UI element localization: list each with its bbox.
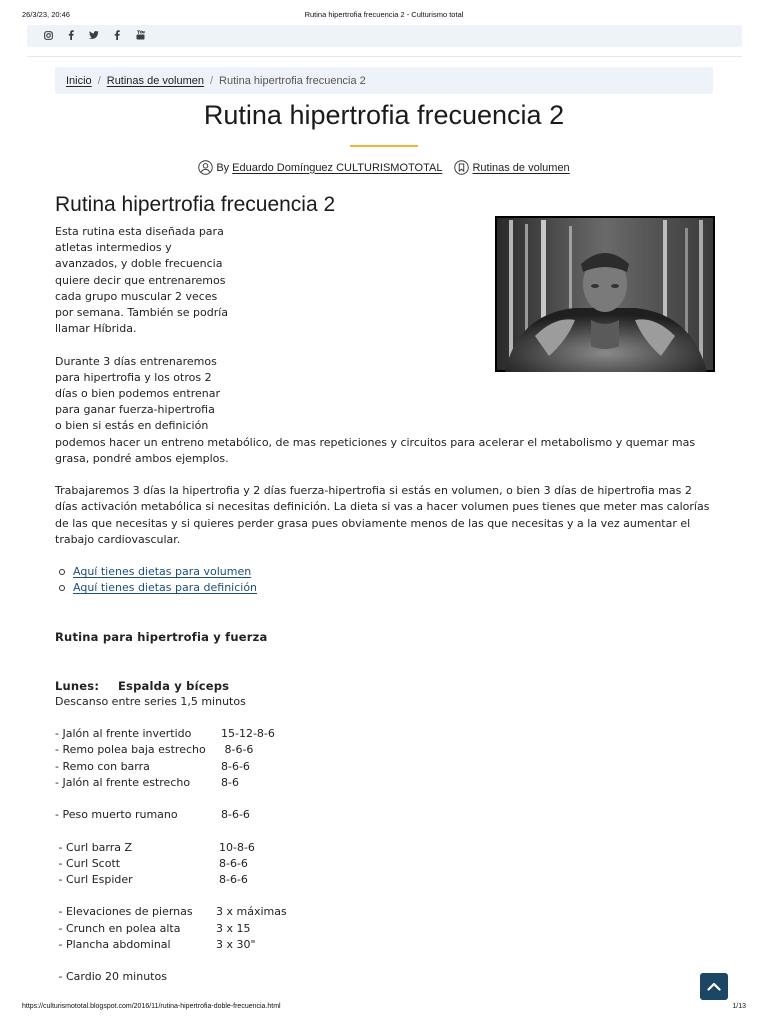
plan-paragraph: Durante 3 días entrenaremos para hipertrofia y los otros 2 días o bien podemos entrenar para ganar fuerza-hipertrofia o bien si estás en definición podemos hacer un entreno metabólico, de mas repeticiones y circuitos para acelerar el metabolismo y quemar mas grasa, pondré ambos ejemplos. bbox=[55, 354, 696, 465]
breadcrumb-separator: / bbox=[209, 74, 214, 87]
page-counter: 1/13 bbox=[732, 1003, 746, 1010]
exercise-row: - Curl Espider 8-6-6 bbox=[55, 872, 248, 886]
rest-note: Descanso entre series 1,5 minutos bbox=[55, 694, 246, 708]
day-heading bbox=[55, 678, 715, 694]
exercise-row: - Curl Scott 8-6-6 bbox=[55, 856, 248, 870]
facebook-icon[interactable] bbox=[66, 29, 76, 41]
list-item bbox=[55, 580, 715, 596]
twitter-icon[interactable] bbox=[89, 29, 99, 41]
post-title: Rutina hipertrofia frecuencia 2 bbox=[203, 100, 565, 130]
scroll-to-top-button[interactable] bbox=[700, 973, 728, 1000]
article-heading: Rutina hipertrofia frecuencia 2 bbox=[55, 193, 336, 216]
post-meta bbox=[0, 160, 768, 175]
instagram-icon[interactable] bbox=[43, 29, 53, 41]
social-bar bbox=[27, 25, 742, 47]
header-divider bbox=[27, 56, 742, 57]
day-label: Lunes: bbox=[55, 678, 100, 693]
exercise-row: - Elevaciones de piernas 3 x máximas bbox=[55, 905, 287, 919]
breadcrumb-category-link[interactable]: Rutinas de volumen bbox=[106, 74, 204, 87]
exercise-row: - Peso muerto rumano 8-6-6 bbox=[55, 808, 250, 822]
breadcrumb-current: Rutina hipertrofia frecuencia 2 bbox=[219, 74, 366, 87]
article-body bbox=[55, 192, 715, 985]
bodybuilder-photo bbox=[495, 216, 715, 372]
print-doc-title: Rutina hipertrofia frecuencia 2 - Culturismo total bbox=[304, 10, 464, 19]
exercise-row: - Jalón al frente invertido 15-12-8-6 bbox=[55, 727, 275, 741]
exercise-row: - Jalón al frente estrecho 8-6 bbox=[55, 775, 239, 789]
category-link[interactable]: Rutinas de volumen bbox=[472, 161, 570, 174]
author-prefix: By bbox=[216, 161, 230, 174]
breadcrumb-separator: / bbox=[97, 74, 101, 87]
bookmark-icon bbox=[454, 160, 469, 175]
print-url: https://culturismototal.blogspot.com/2016/11/rutina-hipertrofia-doble-frecuencia.html bbox=[22, 1003, 281, 1010]
print-date: 26/3/23, 20:46 bbox=[22, 10, 70, 19]
day-focus: Espalda y bíceps bbox=[118, 678, 230, 693]
volume-diet-link[interactable]: Aquí tienes dietas para volumen bbox=[73, 565, 252, 579]
user-icon bbox=[198, 160, 213, 175]
diet-paragraph: Trabajaremos 3 días la hipertrofia y 2 días fuerza-hipertrofia si estás en volumen, o bien 3 días de hipertrofia mas 2 días activación metabólica si necesitas definición. La dieta si vas a hacer volumen pues tienes que meter mas calorías de las que necesitas y si quieres perder grasa pues obviamente menos de las que necesitas y a la vez aumentar el trabajo cardiovascular. bbox=[55, 484, 710, 546]
title-accent-line bbox=[350, 145, 418, 147]
definition-diet-link[interactable]: Aquí tienes dietas para definición bbox=[73, 581, 258, 595]
print-header bbox=[22, 10, 746, 22]
exercise-row: - Crunch en polea alta 3 x 15 bbox=[55, 921, 251, 935]
breadcrumb bbox=[55, 67, 713, 94]
exercise-row: - Remo con barra 8-6-6 bbox=[55, 759, 250, 773]
print-footer bbox=[22, 1003, 746, 1015]
author-link[interactable]: Eduardo Domínguez CULTURISMOTOTAL bbox=[232, 161, 443, 174]
exercise-row: - Curl barra Z 10-8-6 bbox=[55, 840, 255, 854]
routine-subheading: Rutina para hipertrofia y fuerza bbox=[55, 630, 268, 644]
cardio-line: - Cardio 20 minutos bbox=[55, 970, 167, 984]
breadcrumb-home-link[interactable]: Inicio bbox=[66, 74, 92, 87]
facebook-icon[interactable] bbox=[112, 29, 122, 41]
intro-paragraph: Esta rutina esta diseñada para atletas intermedios y avanzados, y doble frecuencia quiere decir que entrenaremos cada grupo muscular 2 veces por semana. También se podría llamar Híbrida. bbox=[55, 225, 229, 336]
diet-links-list bbox=[55, 564, 715, 596]
list-item bbox=[55, 564, 715, 580]
youtube-icon[interactable] bbox=[135, 29, 145, 41]
exercise-row: - Plancha abdominal 3 x 30" bbox=[55, 937, 256, 951]
exercise-row: - Remo polea baja estrecho 8-6-6 bbox=[55, 743, 254, 757]
chevron-up-icon bbox=[707, 982, 721, 991]
